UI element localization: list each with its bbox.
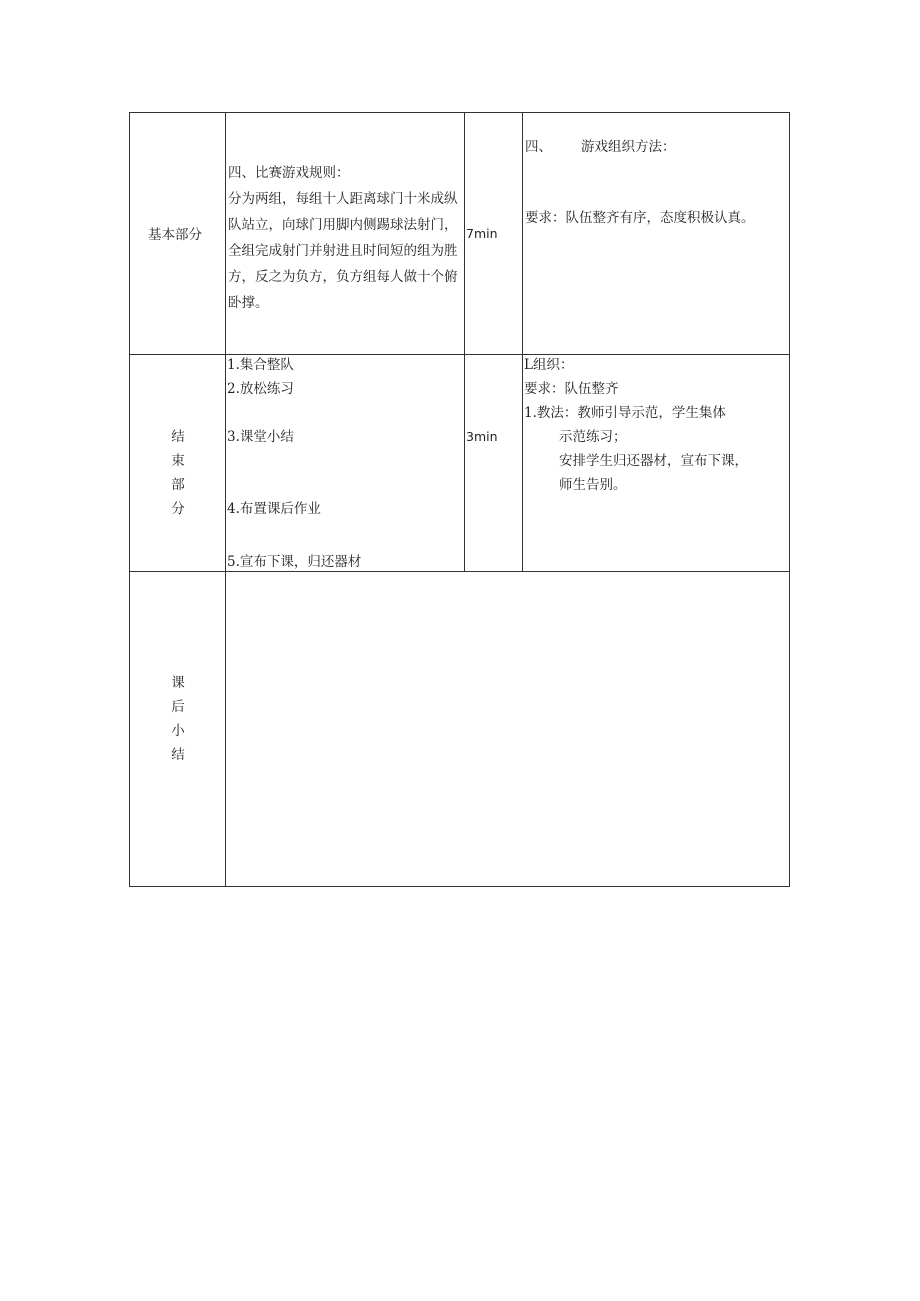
lesson-plan-table: [129, 112, 790, 887]
ending-step-3: 3.课堂小结: [227, 429, 294, 445]
title-char: 后: [171, 699, 185, 715]
column-divider: [464, 112, 465, 572]
title-char: 结: [171, 747, 185, 763]
table-border-left: [129, 112, 130, 887]
ending-requirement: 要求：队伍整齐: [524, 381, 619, 397]
section-title-ending: [163, 425, 193, 521]
column-divider: [522, 112, 523, 572]
table-border-right: [789, 112, 790, 887]
org-number: 四、: [525, 139, 552, 155]
title-char: 小: [171, 723, 185, 739]
ending-step-1: 1.集合整队: [227, 357, 294, 373]
ending-org-label: L组织：: [524, 357, 574, 373]
ending-arrangement: 安排学生归还器材，宣布下课，: [559, 453, 748, 469]
ending-method: 1.教法：教师引导示范，学生集体: [524, 405, 726, 421]
title-char: 课: [171, 675, 185, 691]
title-char: 束: [171, 453, 185, 469]
game-rules-text: 分为两组，每组十人距离球门十米成纵队站立，向球门用脚内侧踢球法射门，全组完成射门并射进且时间短的组为胜方，反之为负方，负方组每人做十个俯卧撑。: [228, 191, 458, 311]
title-char: 部: [171, 477, 185, 493]
ending-step-5: 5.宣布下课，归还器材: [227, 554, 362, 570]
table-border-bottom: [129, 886, 790, 887]
column-divider: [225, 112, 226, 887]
section-title-basic: 基本部分: [148, 227, 202, 243]
section-title-summary: [163, 671, 193, 767]
duration-ending: 3min: [466, 429, 498, 444]
ending-step-2: 2.放松练习: [227, 381, 294, 397]
title-char: 结: [171, 429, 185, 445]
org-method-heading: 游戏组织方法：: [581, 139, 676, 155]
game-rules-heading: 四、比赛游戏规则：: [228, 165, 350, 181]
ending-method-cont: 示范练习；: [559, 429, 627, 445]
duration-basic: 7min: [466, 226, 498, 241]
title-char: 分: [171, 501, 185, 517]
ending-farewell: 师生告别。: [559, 477, 627, 493]
table-border-top: [129, 112, 790, 113]
org-requirement: 要求：队伍整齐有序，态度积极认真。: [525, 210, 755, 226]
ending-step-4: 4.布置课后作业: [227, 501, 321, 517]
